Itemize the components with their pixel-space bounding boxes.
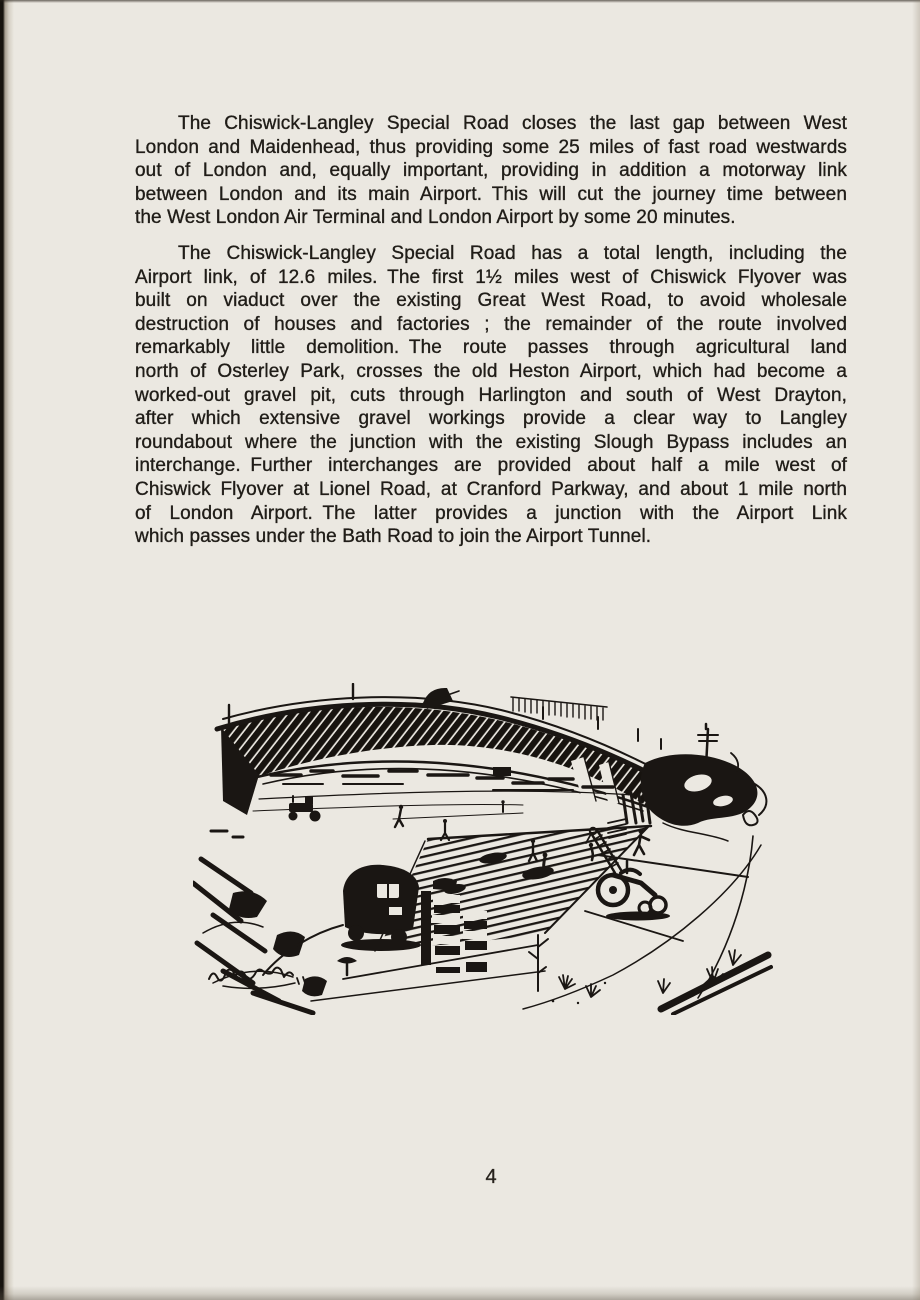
text-line: north of Osterley Park, crosses the old Heston Airport, which had become a (135, 360, 847, 382)
text-line: destruction of houses and factories ; the remainder of the route involved (135, 313, 847, 335)
text-line: the West London Air Terminal and London Airport by some 20 minutes. (135, 207, 736, 229)
paragraph (135, 112, 847, 230)
flyover-sketch-illustration (193, 683, 773, 1015)
text-line: roundabout where the junction with the existing Slough Bypass includes an (135, 431, 847, 453)
text-line: between London and its main Airport. This will cut the journey time between (135, 183, 847, 205)
text-line: after which extensive gravel workings provide a clear way to Langley (135, 408, 847, 430)
text-line: Chiswick Flyover at Lionel Road, at Cranford Parkway, and about 1 mile north (135, 478, 847, 500)
text-line: Airport link, of 12.6 miles. The first 1½ miles west of Chiswick Flyover was (135, 266, 847, 288)
text-line: The Chiswick-Langley Special Road has a total length, including the (178, 242, 847, 264)
page-number: 4 (485, 1166, 497, 1188)
body-text (135, 112, 847, 561)
right-embankment (641, 753, 767, 841)
text-line: built on viaduct over the existing Great West Road, to avoid wholesale (135, 290, 847, 312)
text-line: London and Maidenhead, thus providing some 25 miles of fast road westwards (135, 136, 847, 158)
text-line: worked-out gravel pit, cuts through Harlington and south of West Drayton, (135, 384, 847, 406)
text-line: The Chiswick-Langley Special Road closes the last gap between West (178, 113, 847, 134)
page-edge-left-shadow (0, 0, 14, 1300)
construction-sketch-figure (193, 683, 773, 1015)
page-edge-right-shadow (912, 0, 920, 1300)
page-edge-bottom-shadow (0, 1286, 920, 1300)
paragraph (135, 242, 847, 549)
text-line: which passes under the Bath Road to join the Airport Tunnel. (135, 526, 652, 548)
text-line: of London Airport. The latter provides a junction with the Airport Link (135, 502, 847, 524)
flyover-bridge (217, 684, 695, 823)
text-line: remarkably little demolition. The route passes through agricultural land (135, 337, 847, 359)
text-line: interchange. Further interchanges are provided about half a mile west of (135, 455, 847, 477)
text-line: out of London and, equally important, providing in addition a motorway link (135, 160, 847, 182)
page-edge-top-shadow (0, 0, 920, 3)
